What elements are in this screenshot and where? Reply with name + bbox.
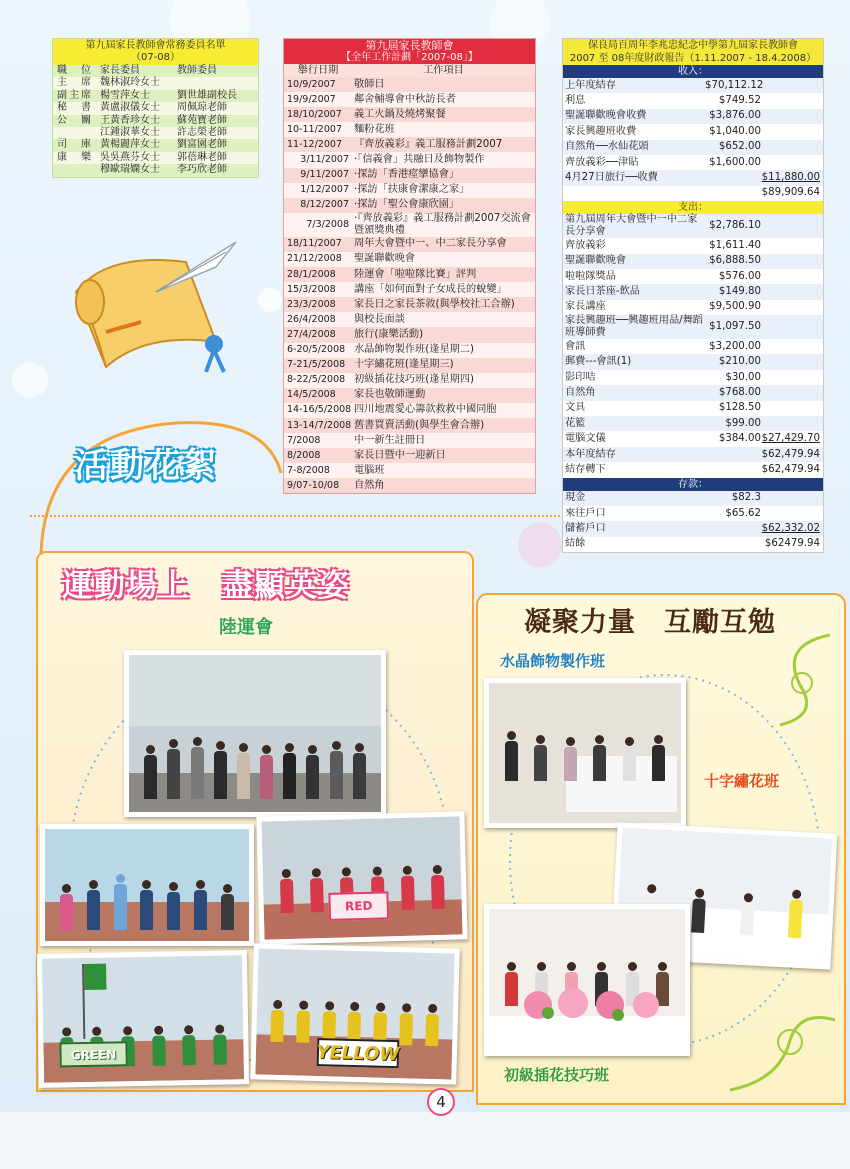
person	[330, 741, 343, 799]
person	[373, 1003, 387, 1045]
person	[322, 1001, 336, 1043]
finance-item-name: 利息	[565, 95, 586, 107]
decorative-arc	[36, 413, 286, 563]
photo-scene	[489, 683, 681, 823]
activity-item: 麵粉花班	[354, 123, 395, 135]
activity-row	[284, 77, 535, 92]
expense-band: 支出：	[563, 201, 823, 214]
activity-row	[284, 297, 535, 312]
income-band: 收入：	[563, 65, 823, 78]
finance-row	[563, 385, 823, 400]
finance-item-amount: $70,112.12	[705, 79, 764, 91]
finance-item-name: 影印咭	[565, 371, 596, 383]
finance-item-name: 第九屆周年大會暨中一中二家長分享會	[565, 214, 698, 238]
activity-date: 8/2008	[287, 449, 321, 461]
finance-item-amount: $576.00	[718, 270, 761, 282]
person	[425, 1004, 439, 1046]
scroll-quill-illustration	[66, 232, 246, 392]
page-number: 4	[427, 1088, 455, 1116]
activity-date: 28/1/2008	[287, 268, 336, 280]
activity-item: 家長日之家長茶敘(與學校社工合辦)	[354, 298, 515, 310]
finance-row	[563, 93, 823, 108]
activity-row	[284, 312, 535, 327]
activity-col-item: 工作項目	[423, 65, 464, 76]
committee-teacher: 蘇苑寶老師	[177, 114, 227, 126]
photo-crowd	[139, 737, 371, 799]
person	[260, 745, 273, 799]
finance-row	[563, 78, 823, 93]
person	[431, 865, 445, 909]
activity-plan-table	[283, 38, 536, 494]
person	[60, 884, 73, 930]
activity-row	[284, 418, 535, 433]
finance-row	[563, 431, 823, 446]
finance-row	[563, 506, 823, 521]
finance-item-amount: $6,888.50	[709, 255, 761, 267]
activity-item: 義工火鍋及燒烤聚餐	[354, 108, 446, 120]
person	[788, 889, 803, 938]
activity-item: 敬師日	[354, 78, 385, 90]
bottom-strip	[0, 1112, 850, 1169]
finance-item-name: 會訊	[565, 340, 586, 352]
finance-item-amount: $99.00	[725, 417, 761, 429]
committee-header-row	[53, 65, 258, 77]
activity-row	[284, 152, 535, 167]
activity-item: 聖誕聯歡晚會	[354, 253, 416, 265]
committee-row	[53, 164, 258, 176]
activity-date: 1/12/2007	[300, 184, 349, 196]
activity-item: 家長日暨中一迎新日	[354, 449, 446, 461]
committee-col-parents: 家長委員	[100, 65, 140, 76]
finance-item-name: 家長興趣班──興趣班用品/舞蹈班導師費	[565, 315, 703, 339]
activity-item: 家長也敬師運動	[354, 389, 426, 401]
finance-row	[563, 124, 823, 139]
committee-parent: 黃盧淑儀女士	[100, 102, 160, 114]
finance-item-amount: $1,040.00	[709, 125, 761, 137]
finance-item-name: 齊放義彩	[565, 239, 606, 251]
photo-sky	[129, 655, 381, 726]
committee-col-teachers: 教師委員	[177, 65, 217, 76]
finance-item-name: 4月27日旅行──收費	[565, 172, 658, 184]
green-team-banner: GREEN	[59, 1042, 127, 1068]
person	[279, 869, 293, 913]
activity-item: 初級插花技巧班(逢星期四)	[354, 374, 475, 386]
finance-row	[563, 370, 823, 385]
finance-item-amount: $2,786.10	[709, 220, 761, 232]
green-flag	[84, 964, 106, 990]
activity-row	[284, 267, 535, 282]
activity-row	[284, 478, 535, 493]
activity-date: 26/4/2008	[287, 313, 336, 325]
photo-scene	[45, 829, 249, 941]
activity-row	[284, 373, 535, 388]
finance-item-total: $62,332.02	[761, 523, 820, 535]
person	[505, 731, 518, 781]
activity-row	[284, 168, 535, 183]
activity-date: 18/11/2007	[287, 238, 342, 250]
committee-parent: 江鍾淑華女士	[100, 126, 160, 138]
finance-title	[563, 39, 823, 65]
activity-date: 9/07-10/08	[287, 479, 340, 491]
activity-date: 7/2008	[287, 434, 321, 446]
finance-row	[563, 269, 823, 284]
activity-item: 中一新生註冊日	[354, 434, 426, 446]
committee-role: 康 樂	[57, 151, 93, 163]
activity-item: 舊書買賣活動(與學生會合辦)	[354, 419, 485, 431]
finance-item-amount: $3,876.00	[709, 110, 761, 122]
person	[191, 737, 204, 799]
activity-item: ‧「信義會」共融日及飾物製作	[354, 154, 485, 166]
finance-row	[563, 238, 823, 253]
committee-parent: 魏林淑玲女士	[100, 77, 160, 89]
finance-item-amount: $65.62	[725, 507, 761, 519]
activity-item: 講座「如何面對子女成長的蛻變」	[354, 283, 507, 295]
finance-item-total: $62479.94	[764, 538, 820, 550]
finance-row	[563, 339, 823, 354]
committee-parent: 穆歐瑞嫻女士	[100, 164, 160, 176]
finance-item-total: $27,429.70	[761, 433, 820, 445]
finance-row	[563, 447, 823, 462]
activity-row	[284, 433, 535, 448]
photo-scene	[255, 948, 454, 1079]
finance-row	[563, 521, 823, 536]
activity-header-row	[284, 64, 535, 77]
sports-subtitle: 陸運會	[219, 617, 273, 638]
finance-report	[562, 38, 824, 553]
activity-date: 14-16/5/2008	[287, 404, 352, 416]
committee-teacher	[175, 77, 258, 89]
photo-group-corsages	[124, 650, 386, 817]
person	[310, 868, 324, 912]
activity-item: ‧『齊放義彩』義工服務計劃2007交流會暨頒獎典禮	[354, 212, 531, 236]
person	[348, 1002, 362, 1044]
committee-teacher: 許志榮老師	[177, 126, 227, 138]
activity-item: 四川地震愛心籌款救救中國同胞	[354, 404, 497, 416]
yellow-team-banner: YELLOW	[316, 1038, 399, 1068]
person	[194, 880, 207, 930]
person	[152, 1026, 166, 1066]
finance-item-name: 家長講座	[565, 301, 606, 313]
finance-row	[563, 284, 823, 299]
photo-green-team	[37, 950, 249, 1088]
committee-parent: 黃楊麗萍女士	[100, 139, 160, 151]
photo-students-mascot	[40, 824, 254, 946]
finance-item-name: 花籃	[565, 417, 586, 429]
activity-rows	[284, 77, 535, 493]
person	[183, 1025, 197, 1065]
finance-item-name: 齊放義彩──津貼	[565, 156, 639, 168]
finance-row	[563, 462, 823, 477]
activity-row	[284, 463, 535, 478]
person	[167, 739, 180, 799]
person	[505, 962, 518, 1006]
activity-date: 8/12/2007	[300, 199, 349, 211]
finance-item-name: 文具	[565, 402, 586, 414]
finance-item-name: 自然角──水仙花頭	[565, 141, 649, 153]
flower-bouquets	[518, 985, 668, 1025]
activity-date: 3/11/2007	[300, 154, 349, 166]
activity-item: ‧探訪「扶康會潔康之家」	[354, 184, 470, 196]
activity-row	[284, 327, 535, 342]
finance-row	[563, 254, 823, 269]
activity-date: 7/3/2008	[306, 218, 349, 230]
finance-title-text: 保良局百周年李兆忠紀念中學第九屆家長教師會	[588, 40, 798, 51]
finance-item-amount: $3,200.00	[709, 340, 761, 352]
committee-rows	[53, 77, 258, 176]
finance-period: 2007 至 08年度財政報告（1.11.2007 - 18.4.2008）	[569, 53, 817, 64]
activity-row	[284, 343, 535, 358]
activity-row	[284, 403, 535, 418]
photo-crowd	[497, 731, 674, 781]
finance-item-amount: $9,500.90	[709, 301, 761, 313]
red-team-banner: RED	[329, 891, 389, 921]
activity-row	[284, 92, 535, 107]
committee-row	[53, 77, 258, 89]
committee-col-role: 職 位	[57, 65, 93, 76]
committee-role: 司 庫	[57, 139, 93, 151]
finance-row	[563, 354, 823, 369]
section-title: 活動花絮	[74, 446, 218, 486]
finance-row	[563, 109, 823, 124]
finance-item-name: 家長興趣班收費	[565, 125, 637, 137]
committee-period: （07-08）	[130, 52, 181, 63]
committee-role	[53, 164, 97, 176]
photo-scene	[261, 816, 462, 939]
committee-role	[53, 127, 97, 139]
activity-row	[284, 388, 535, 403]
activity-row	[284, 198, 535, 213]
classes-title: 凝聚力量 互勵互勉	[524, 607, 776, 638]
person	[652, 735, 665, 781]
person	[214, 741, 227, 799]
finance-row	[563, 315, 823, 339]
photo-scene	[42, 955, 244, 1082]
committee-row	[53, 115, 258, 127]
person	[140, 880, 153, 930]
finance-item-name: 自然角	[565, 386, 596, 398]
finance-item-total: $89,909.64	[761, 187, 820, 199]
photo-red-team	[256, 811, 467, 944]
finance-item-total: $62,479.94	[761, 448, 820, 460]
finance-item-name: 結餘	[565, 538, 586, 550]
activity-item: 陸運會「啦啦隊比賽」評判	[354, 268, 477, 280]
finance-item-name: 結存轉下	[565, 463, 606, 475]
person	[623, 737, 636, 781]
finance-row	[563, 491, 823, 506]
person	[237, 743, 250, 799]
activity-item: 『齊放義彩』義工服務計劃2007	[354, 138, 503, 150]
deposit-band: 存款：	[563, 478, 823, 491]
finance-item-name: 聖誕聯歡晚會	[565, 255, 627, 267]
committee-teacher: 郭蓓琳老師	[177, 151, 227, 163]
activity-item: 自然角	[354, 479, 385, 491]
activity-date: 27/4/2008	[287, 328, 336, 340]
finance-item-amount: $768.00	[718, 386, 761, 398]
activity-row	[284, 137, 535, 152]
committee-parent: 楊雪萍女士	[100, 89, 150, 101]
person	[167, 882, 180, 930]
committee-teacher: 李巧欣老師	[177, 164, 227, 176]
finance-item-amount: $149.80	[718, 285, 761, 297]
photo-crowd	[53, 874, 241, 930]
finance-item-name: 郵費---會訊(1)	[565, 356, 632, 368]
person	[283, 743, 296, 799]
finance-item-amount: $128.50	[718, 402, 761, 414]
committee-role: 公 關	[57, 114, 93, 126]
expense-rows	[563, 214, 823, 477]
activity-date: 23/3/2008	[287, 298, 336, 310]
person	[691, 888, 706, 933]
committee-row	[53, 139, 258, 151]
flower-arranging-class-label: 初級插花技巧班	[504, 1066, 610, 1084]
crystal-class-label: 水晶飾物製作班	[500, 652, 606, 670]
flower-divider	[30, 515, 560, 519]
finance-item-name: 聖誕聯歡晚會收費	[565, 110, 647, 122]
person	[144, 745, 157, 799]
finance-row	[563, 214, 823, 238]
activity-date: 10/9/2007	[287, 78, 336, 90]
finance-row	[563, 170, 823, 185]
activity-item: ‧探訪「聖公會康欣園」	[354, 199, 460, 211]
activity-row	[284, 213, 535, 237]
income-rows	[563, 78, 823, 201]
activity-date: 9/11/2007	[300, 169, 349, 181]
finance-item-name: 家長日茶座-飲品	[565, 285, 640, 297]
committee-parent: 吳吳燕芬女士	[100, 151, 160, 163]
finance-item-name: 現金	[565, 492, 586, 504]
finance-row	[563, 155, 823, 170]
activity-row	[284, 448, 535, 463]
finance-item-amount: $749.52	[718, 95, 761, 107]
person	[353, 743, 366, 799]
person	[221, 884, 234, 930]
activity-item: 十字繡花班(逢星期三)	[354, 359, 454, 371]
committee-teacher: 劉世雄副校長	[177, 89, 237, 101]
activity-item: 旅行(康樂活動)	[354, 328, 424, 340]
finance-item-amount: $1,600.00	[709, 156, 761, 168]
photo-flower-arranging-class	[484, 904, 690, 1056]
finance-item-name: 本年度結存	[565, 448, 616, 460]
finance-item-amount: $384.00	[718, 433, 761, 445]
committee-role: 副主席	[57, 89, 93, 101]
person	[399, 1003, 413, 1045]
person	[270, 1000, 284, 1042]
photo-crystal-class	[484, 678, 686, 828]
activity-date: 15/3/2008	[287, 283, 336, 295]
finance-item-total: $62,479.94	[761, 463, 820, 475]
finance-item-amount: $30.00	[725, 371, 761, 383]
activity-row	[284, 107, 535, 122]
activity-item: 與校長面談	[354, 313, 405, 325]
activity-date: 8-22/5/2008	[287, 374, 346, 386]
finance-item-amount: $1,611.40	[709, 239, 761, 251]
cross-stitch-class-label: 十字繡花班	[704, 772, 780, 790]
finance-row	[563, 186, 823, 201]
activity-title: 第九屆家長教師會	[284, 39, 535, 52]
person	[534, 735, 547, 781]
finance-item-amount: $652.00	[718, 141, 761, 153]
committee-title-text: 第九屆家長教師會常務委員名單	[85, 40, 226, 51]
photo-scene	[129, 655, 381, 812]
activity-date: 11-12/2007	[287, 138, 342, 150]
finance-item-total: $11,880.00	[761, 172, 820, 184]
activity-date: 7-8/2008	[287, 464, 330, 476]
activity-item: 鄰舍輔導會中秋訪長者	[354, 93, 456, 105]
activity-subtitle: 【全年工作計劃「2007-08」】	[284, 52, 535, 64]
activity-row	[284, 282, 535, 297]
activity-row	[284, 237, 535, 252]
activity-item: 水晶飾物製作班(逢星期二)	[354, 344, 475, 356]
committee-title	[53, 39, 258, 65]
activity-col-date: 舉行日期	[297, 65, 339, 76]
activity-row	[284, 183, 535, 198]
committee-teacher: 周佩琼老師	[177, 102, 227, 114]
finance-item-amount: $210.00	[718, 356, 761, 368]
finance-row	[563, 416, 823, 431]
committee-row	[53, 102, 258, 114]
activity-date: 19/9/2007	[287, 93, 336, 105]
finance-item-name: 儲蓄戶口	[565, 523, 606, 535]
sports-title: 運動場上 盡顯英姿	[62, 568, 350, 604]
activity-date: 21/12/2008	[287, 253, 342, 265]
finance-row	[563, 537, 823, 552]
committee-row	[53, 127, 258, 139]
finance-item-amount: $1,097.50	[709, 321, 761, 333]
finance-row	[563, 401, 823, 416]
committee-parent: 王黃香珍女士	[100, 114, 160, 126]
person	[593, 735, 606, 781]
activity-date: 14/5/2008	[287, 389, 336, 401]
activity-item: 電腦班	[354, 464, 385, 476]
committee-role: 主 席	[57, 77, 93, 89]
activity-date: 10-11/2007	[287, 123, 342, 135]
committee-role: 秘 書	[57, 102, 93, 114]
person	[296, 1001, 310, 1043]
person	[740, 893, 755, 936]
person	[87, 880, 100, 930]
photo-scene	[489, 909, 685, 1051]
finance-row	[563, 140, 823, 155]
deposit-rows	[563, 491, 823, 553]
activity-date: 7-21/5/2008	[287, 359, 346, 371]
activity-date: 13-14/7/2008	[287, 419, 352, 431]
committee-row	[53, 152, 258, 164]
person	[213, 1025, 227, 1065]
activity-item: 周年大會暨中一、中二家長分享會	[354, 238, 507, 250]
activity-date: 6-20/5/2008	[287, 344, 346, 356]
person	[564, 737, 577, 781]
finance-row	[563, 300, 823, 315]
person	[401, 866, 415, 910]
finance-item-name: 啦啦隊獎品	[565, 270, 616, 282]
committee-table	[52, 38, 259, 178]
activity-row	[284, 358, 535, 373]
finance-item-name: 電腦文儀	[565, 433, 606, 445]
photo-yellow-team	[250, 943, 459, 1084]
activity-item: ‧探訪「香港痙攣協會」	[354, 169, 460, 181]
person	[114, 874, 127, 930]
activity-row	[284, 252, 535, 267]
person	[306, 745, 319, 799]
finance-item-amount: $82.3	[731, 492, 761, 504]
activity-date: 18/10/2007	[287, 108, 342, 120]
committee-teacher: 劉富園老師	[177, 139, 227, 151]
activity-row	[284, 122, 535, 137]
committee-row	[53, 90, 258, 102]
finance-item-name: 上年度結存	[565, 79, 616, 91]
finance-item-name: 來往戶口	[565, 507, 606, 519]
